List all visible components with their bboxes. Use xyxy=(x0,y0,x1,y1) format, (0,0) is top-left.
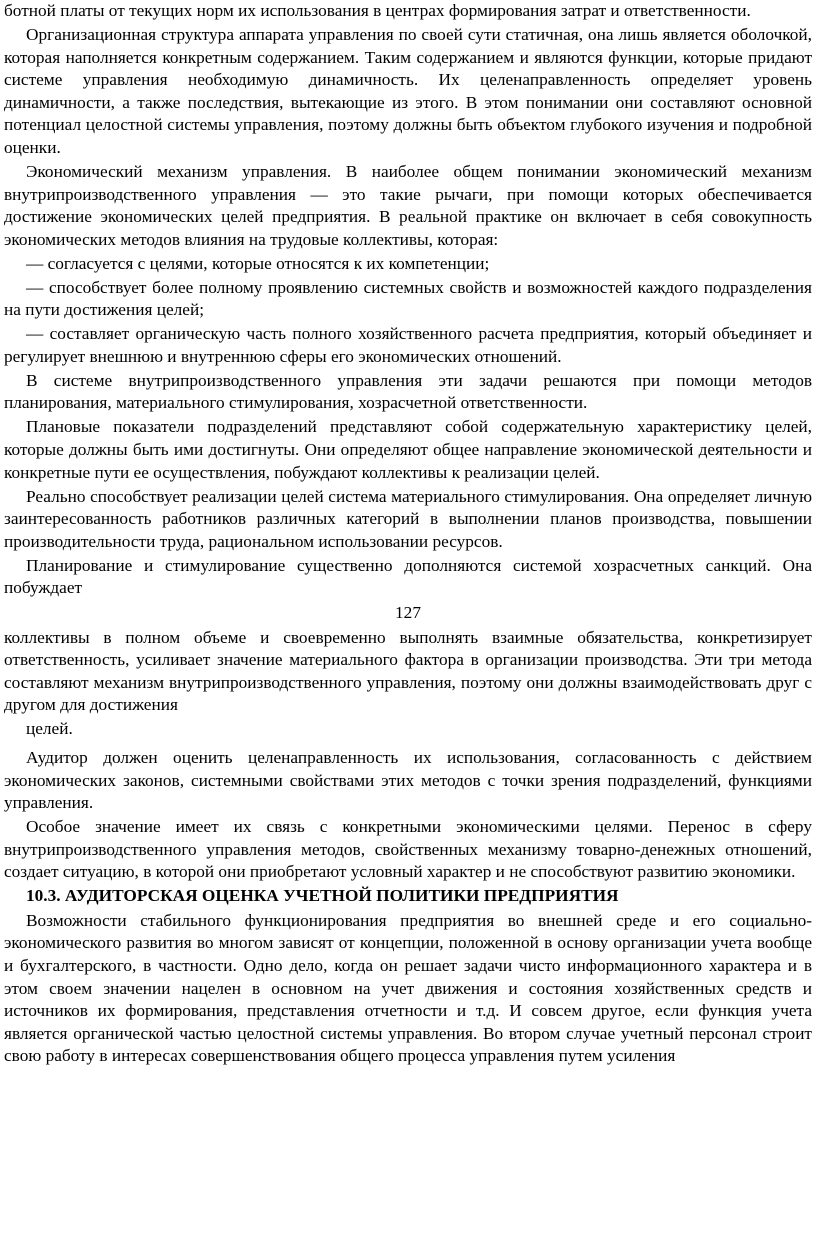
paragraph-stimulation: Реально способствует реализации целей система материального стимулирования. Она определяет личную заинтересованность работников различных категорий в выполнении планов производства, повышении производительности труда, рациональном использовании ресурсов. xyxy=(4,486,812,551)
paragraph-collectives: коллективы в полном объеме и своевременно выполнять взаимные обязательства, конкретизирует ответственность, усиливает значение материального фактора в организации производства. Эти три метода составляют механизм внутрипроизводственного управления, поэтому они должны взаимодействовать друг с другом для достижения xyxy=(4,627,812,715)
paragraph-sanctions: Планирование и стимулирование существенно дополняются системой хозрасчетных санкций. Она побуждает xyxy=(4,555,812,598)
paragraph-auditor: Аудитор должен оценить целенаправленность их использования, согласованность с действием экономических законов, системными свойствами этих методов с точки зрения подразделений, функциями управления. xyxy=(4,747,812,813)
paragraph-org-structure: Организационная структура аппарата управления по своей сути статичная, она лишь является оболочкой, которая наполняется конкретным содержанием. Таким содержанием и являются функции, которые придают системе управления необходимую динамичность. Их целенаправленность определяет уровень динамичности, а также последствия, вытекающие из этого. В этом понимании они составляют основной потенциал целостной системы управления, поэтому должны быть объектом глубокого изучения и подробной оценки. xyxy=(4,24,812,157)
page-number: 127 xyxy=(395,602,421,622)
paragraph-section-body: Возможности стабильного функционирования предприятия во внешней среде и его социально-экономического развития во многом зависят от концепции, положенной в основу организации учета вообще и бухгалтерского, в частности. Одно дело, когда он решает задачи чисто информационного характера и в этом своем значении нацелен в основном на учет движения и состояния хозяйственных средств и источников их формирования, представления отчетности и т.д. И совсем другое, если функция учета является органической частью целостной системы управления. Во втором случае учетный персонал строит свою работу в интересах совершенствования общего процесса управления путем усиления xyxy=(4,910,812,1066)
paragraph-methods: В системе внутрипроизводственного управления эти задачи решаются при помощи методов планирования, материального стимулирования, хозрасчетной ответственности. xyxy=(4,370,812,413)
list-item-dash: — способствует более полному проявлению системных свойств и возможностей каждого подразделения на пути достижения целей; xyxy=(4,277,812,320)
paragraph-economic-mechanism: Экономический механизм управления. В наиболее общем понимании экономический механизм внутрипроизводственного управления — это такие рычаги, при помощи которых обеспечивается достижение экономических целей предприятия. В реальной практике он включает в себя совокупность экономических методов влияния на трудовые коллективы, которая: xyxy=(4,161,812,249)
paragraph-short-line: целей. xyxy=(26,719,73,739)
paragraph-plan-indicators: Плановые показатели подразделений представляют собой содержательную характеристику целей, которые должны быть ими достигнуты. Они определяют общее направление экономической деятельности и конкретные пути ее осуществления, побуждают коллективы к реализации целей. xyxy=(4,417,812,482)
section-heading: 10.3. АУДИТОРСКАЯ ОЦЕНКА УЧЕТНОЙ ПОЛИТИКИ ПРЕДПРИЯТИЯ xyxy=(26,886,619,906)
list-item-dash: — составляет органическую часть полного хозяйственного расчета предприятия, который объединяет и регулирует внешнюю и внутреннюю сферы его экономических отношений. xyxy=(4,324,812,366)
paragraph-continuation: ботной платы от текущих норм их использования в центрах формирования затрат и ответственности. xyxy=(4,1,751,20)
paragraph-special-meaning: Особое значение имеет их связь с конкретными экономическими целями. Перенос в сферу внутрипроизводственного управления методов, свойственных механизму товарно-денежных отношений, создает ситуацию, в которой они приобретают условный характер и не способствуют развитию экономики. xyxy=(4,817,812,882)
list-item-dash: — согласуется с целями, которые относятся к их компетенции; xyxy=(26,253,490,273)
